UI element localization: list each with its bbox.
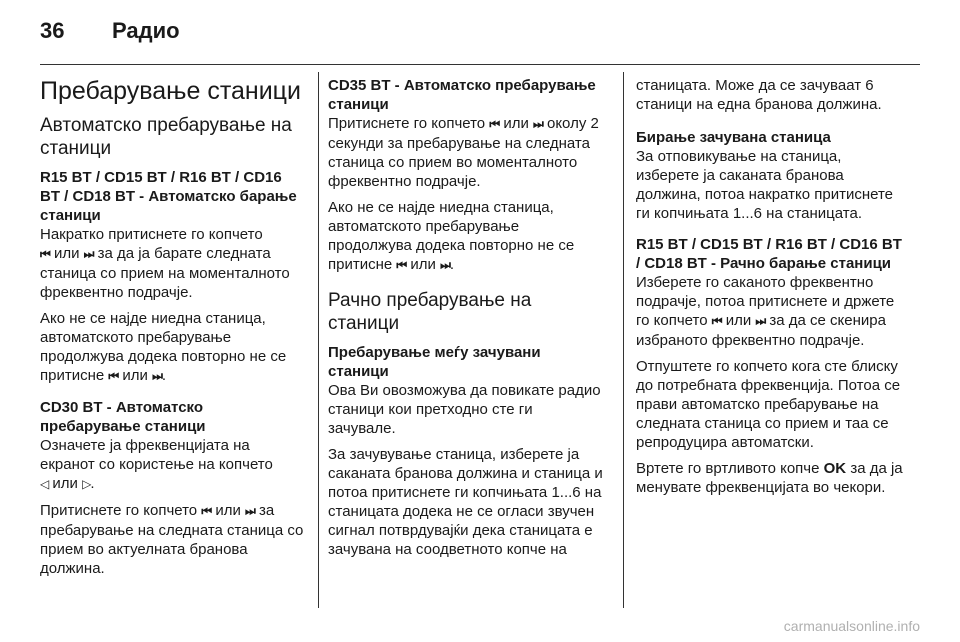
header-rule bbox=[40, 64, 920, 65]
subsection-heading: CD35 BT - Автоматско пребарување станици bbox=[328, 77, 596, 113]
paragraph: Отпуштете го копчето кога сте блиску до потребната фреквенција. Потоа се прави автоматско пребарување на следната станица со прием и таа се репродуцира автоматски. bbox=[636, 358, 901, 451]
subsection-heading: CD30 BT - Автоматско пребарување станици bbox=[40, 399, 206, 435]
next-track-icon: ⏭ bbox=[755, 314, 766, 328]
prev-track-icon: ⏮ bbox=[396, 258, 407, 272]
text-block bbox=[40, 398, 305, 578]
page-number: 36 bbox=[40, 18, 65, 43]
prev-track-icon: ⏮ bbox=[489, 117, 500, 131]
paragraph: За отповикување на станица, изберете ја саканата бранова должина, потоа накратко притиснете ги копчињата 1...6 на станицата. bbox=[636, 148, 893, 222]
paragraph: Ако не се најде ниедна станица, автоматското пребарување продолжува додека повторно не се притисне ⏮ или ⏭. bbox=[328, 199, 575, 273]
column-divider bbox=[623, 72, 624, 608]
text-block bbox=[40, 168, 305, 386]
section-subtitle: Рачно пребарување на станици bbox=[328, 290, 532, 334]
next-track-icon: ⏭ bbox=[440, 258, 450, 272]
text-block bbox=[636, 235, 906, 497]
column-2 bbox=[328, 76, 603, 571]
subsection-heading: R15 BT / CD15 BT / R16 BT / CD16 BT / CD18 BT - Автоматско барање станици bbox=[40, 169, 297, 224]
paragraph: станицата. Може да се зачуваат 6 станици на една бранова должина. bbox=[636, 77, 882, 113]
column-divider bbox=[318, 72, 319, 608]
next-track-icon: ⏭ bbox=[245, 504, 255, 518]
paragraph: Вртете го вртливото копче OK за да ја менувате фреквенцијата во чекори. bbox=[636, 460, 903, 496]
subsection-heading: Пребарување меѓу зачувани станици bbox=[328, 344, 541, 380]
paragraph: Накратко притиснете го копчето ⏮ или ⏭ за да ја барате следната станица со прием на моменталното фреквентно подрачје. bbox=[40, 226, 290, 301]
paragraph: За зачувување станица, изберете ја саканата бранова должина и станица и потоа притиснете ги копчињата 1...6 на станицата додека не се огласи звучен сигнал потврдувајќи дека станицата е зачувана на соодветното копче на bbox=[328, 446, 603, 558]
next-track-icon: ⏭ bbox=[83, 247, 94, 261]
subsection-heading: Бирање зачувана станица bbox=[636, 129, 831, 146]
paragraph: Ако не се најде ниедна станица, автоматското пребарување продолжува додека повторно не се притисне ⏮ или ⏭. bbox=[40, 310, 287, 384]
prev-track-icon: ⏮ bbox=[711, 314, 722, 328]
paragraph: Означете ја фреквенцијата на екранот со користење на копчето ◁ или ▷. bbox=[40, 437, 273, 492]
subsection-heading: R15 BT / CD15 BT / R16 BT / CD16 BT / CD18 BT - Рачно барање станици bbox=[636, 236, 902, 272]
page-title: Пребарување станици bbox=[40, 77, 301, 105]
right-triangle-icon: ▷ bbox=[82, 477, 91, 491]
next-track-icon: ⏭ bbox=[152, 369, 162, 383]
watermark: carmanualsonline.info bbox=[783, 618, 920, 634]
prev-track-icon: ⏮ bbox=[108, 369, 119, 383]
text-block bbox=[328, 343, 603, 559]
paragraph: Притиснете го копчето ⏮ или ⏭ за пребарување на следната станица со прием во актуелната бранова должина. bbox=[40, 502, 304, 577]
paragraph: Ова Ви овозможува да повикате радио станици кои претходно сте ги зачувале. bbox=[328, 382, 601, 437]
paragraph: Притиснете го копчето ⏮ или ⏭ околу 2 секунди за пребарување на следната станица со прием во моменталното фреквентно подрачје. bbox=[328, 115, 599, 190]
next-track-icon: ⏭ bbox=[533, 117, 543, 131]
column-1 bbox=[40, 76, 305, 590]
ok-button-label: OK bbox=[823, 460, 847, 477]
left-triangle-icon: ◁ bbox=[40, 477, 49, 491]
section-subtitle: Автоматско пребарување на станици bbox=[40, 115, 292, 159]
prev-track-icon: ⏮ bbox=[40, 247, 50, 261]
paragraph: Изберете го саканото фреквентно подрачје, потоа притиснете и држете го копчето ⏮ или ⏭ за да се скенира избраното фреквентно подрачје. bbox=[636, 274, 895, 349]
text-block bbox=[328, 76, 603, 275]
section-title: Радио bbox=[112, 18, 180, 43]
text-block bbox=[636, 128, 906, 223]
column-3 bbox=[636, 76, 906, 509]
prev-track-icon: ⏮ bbox=[201, 504, 212, 518]
page-header bbox=[40, 18, 180, 48]
